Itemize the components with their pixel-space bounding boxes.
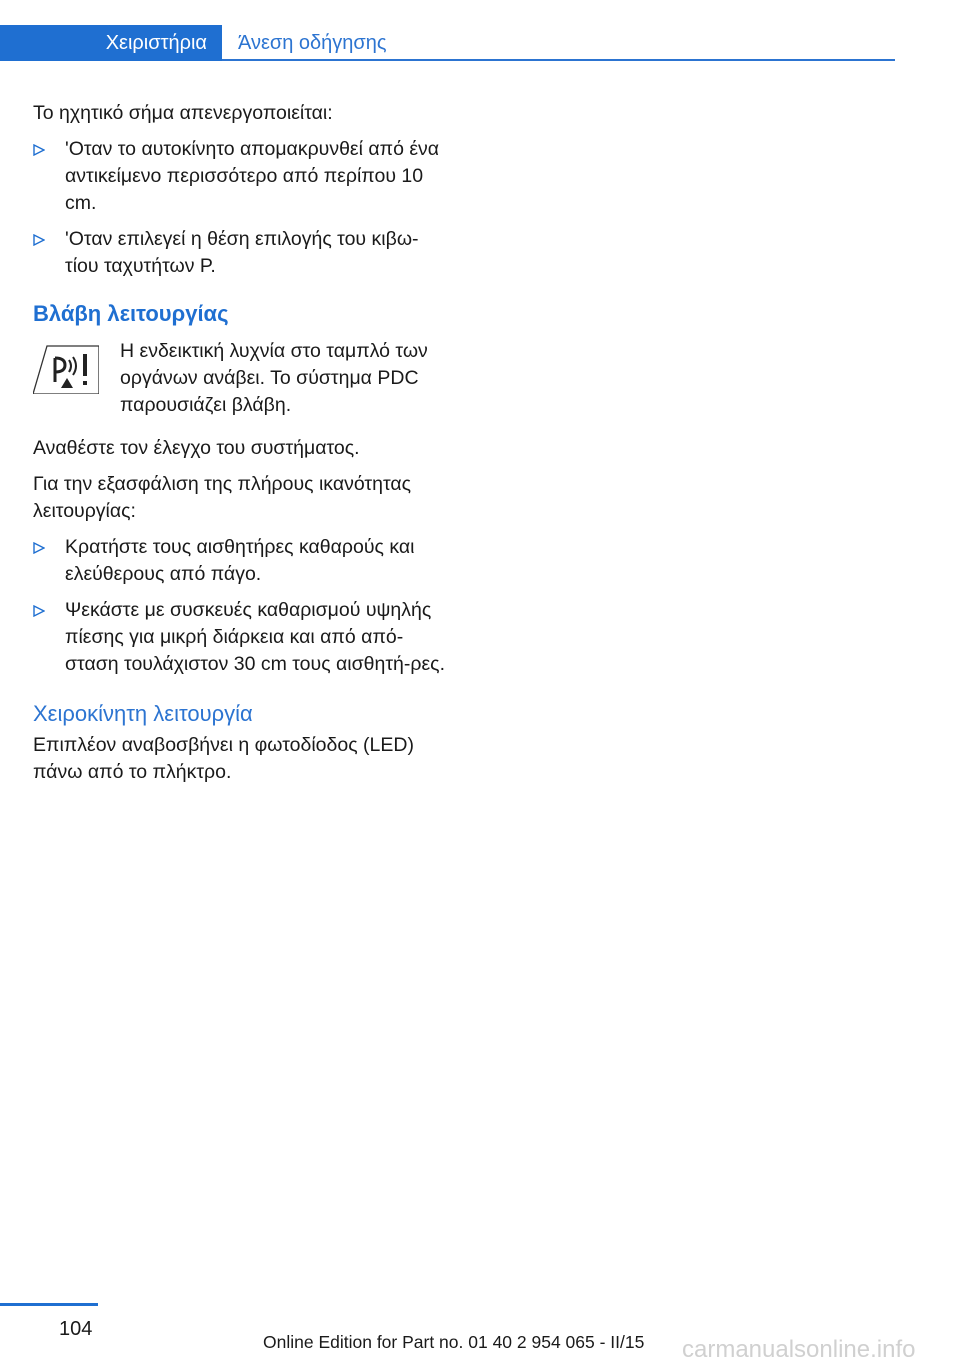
list-item-text: Κρατήστε τους αισθητήρες καθαρούς και ελεύθερους από πάγο. xyxy=(65,536,415,585)
main-content xyxy=(33,100,445,795)
heading-malfunction: Βλάβη λειτουργίας xyxy=(33,301,229,326)
section-title[interactable]: Άνεση οδήγησης xyxy=(238,32,387,54)
page-header xyxy=(0,25,895,61)
triangle-bullet-icon xyxy=(33,542,45,554)
edition-text: Online Edition for Part no. 01 40 2 954 065 - II/15 xyxy=(263,1332,645,1352)
heading-manual: Χειροκίνητη λειτουργία xyxy=(33,701,253,726)
footer-divider xyxy=(0,1303,98,1306)
ensure-text: Για την εξασφάλιση της πλήρους ικανότητας λειτουργίας: xyxy=(33,473,412,522)
manual-text: Επιπλέον αναβοσβήνει η φωτοδίοδος (LED) πάνω από το πλήκτρο. xyxy=(33,734,414,783)
list-item xyxy=(33,597,445,678)
watermark: carmanualsonline.info xyxy=(682,1336,916,1363)
page-number: 104 xyxy=(59,1318,93,1340)
list-item-text: Ψεκάστε με συσκευές καθαρισμού υψηλής πίεσης για μικρή διάρκεια και από από‐σταση τουλάχιστον 30 cm τους αισθητή‐ρες. xyxy=(65,599,445,675)
list-item-text: 'Οταν επιλεγεί η θέση επιλογής του κιβω‐τίου ταχυτήτων P. xyxy=(65,228,419,277)
warning-block xyxy=(33,338,445,419)
list-item xyxy=(33,136,445,217)
check-text: Αναθέστε τον έλεγχο του συστήματος. xyxy=(33,437,360,459)
list-item xyxy=(33,226,445,280)
intro-text: Το ηχητικό σήμα απενεργοποιείται: xyxy=(33,102,333,124)
list-item-text: 'Οταν το αυτοκίνητο απομακρυνθεί από ένα αντικείμενο περισσότερο από περίπου 10 cm. xyxy=(65,138,440,214)
header-divider xyxy=(222,59,895,61)
triangle-bullet-icon xyxy=(33,144,45,156)
triangle-bullet-icon xyxy=(33,605,45,617)
warning-text: Η ενδεικτική λυχνία στο ταμπλό των οργάνων ανάβει. Το σύστημα PDC παρουσιάζει βλάβη. xyxy=(120,340,428,416)
pdc-warning-icon xyxy=(33,344,99,394)
chapter-tab[interactable]: Χειριστήρια xyxy=(0,25,222,61)
triangle-bullet-icon xyxy=(33,234,45,246)
list-item xyxy=(33,534,445,588)
